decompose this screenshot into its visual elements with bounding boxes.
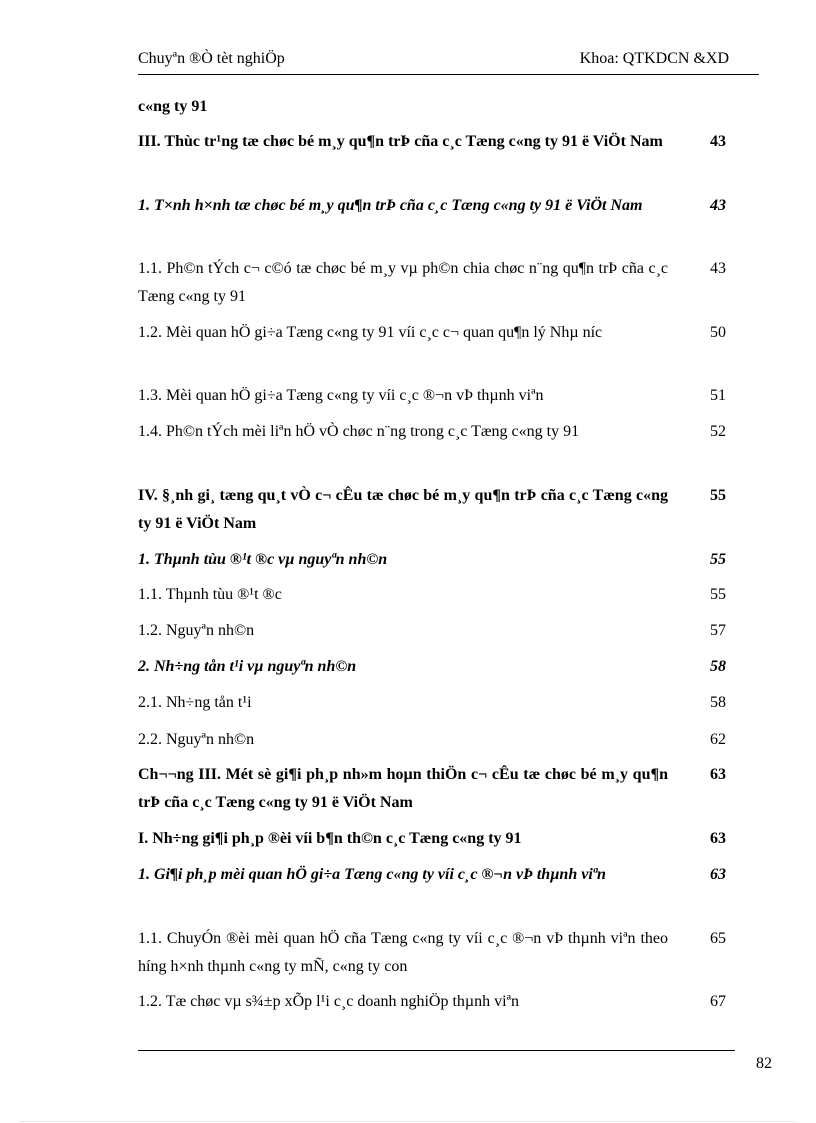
- toc-entry-page: 58: [710, 658, 726, 675]
- toc-entry-page: 58: [710, 694, 726, 711]
- toc-entry-text: 1.2. Tæ chøc vµ s¾±p xÕp l¹i c¸c doanh nghiÖp thµnh viªn: [138, 993, 519, 1010]
- toc-entry-text: 2.1. Nh÷ng tån t¹i: [138, 694, 252, 711]
- toc-entry-text: I. Nh÷ng gi¶i ph¸p ®èi víi b¶n th©n c¸c Tæng c«ng ty 91: [138, 830, 522, 847]
- toc-entry-text: 1. Thµnh tùu ®¹t ®c vµ nguyªn nh©n: [138, 551, 388, 568]
- toc-entry-text: 2.2. Nguyªn nh©n: [138, 731, 255, 748]
- toc-entry-text: 1. Gi¶i ph¸p mèi quan hÖ gi÷a Tæng c«ng ty víi c¸c ®¬n vÞ thµnh viªn: [138, 866, 606, 883]
- toc-entry-page: 55: [710, 487, 726, 504]
- toc-entry-page: 43: [710, 133, 726, 150]
- toc-entry-text: 1. T×nh h×nh tæ chøc bé m¸y qu¶n trÞ cña c¸c Tæng c«ng ty 91 ë ViÖt Nam: [138, 197, 643, 214]
- toc-entry-text: IV. §¸nh gi¸ tæng qu¸t vÒ c¬ cÊu tæ chøc bé m¸y qu¶n trÞ cña c¸c Tæng c«ng ty 91 ë ViÖt Nam: [138, 487, 668, 532]
- toc-entry-text: 1.1. Thµnh tùu ®¹t ®c: [138, 586, 282, 603]
- toc-entry-page: 52: [710, 423, 726, 440]
- toc-entry-text: 1.1. Ph©n tÝch c¬ c©ó tæ chøc bé m¸y vµ ph©n chia chøc n¨ng qu¶n trÞ cña c¸c Tæng c«ng ty 91: [138, 260, 668, 305]
- toc-entry-page: 50: [710, 324, 726, 341]
- toc-entry-text: III. Thùc tr¹ng tæ chøc bé m¸y qu¶n trÞ cña c¸c Tæng c«ng ty 91 ë ViÖt Nam: [138, 133, 663, 150]
- toc-entry-text: c«ng ty 91: [138, 98, 208, 115]
- toc-entry-text: 1.2. Nguyªn nh©n: [138, 622, 255, 639]
- toc-entry-page: 43: [710, 197, 726, 214]
- header-left-title: Chuyªn ®Ò tèt nghiÖp: [138, 50, 285, 67]
- toc-entry-text: 1.1. ChuyÓn ®èi mèi quan hÖ cña Tæng c«ng ty víi c¸c ®¬n vÞ thµnh viªn theo híng h×nh thµnh c«ng ty mÑ, c«ng ty con: [138, 930, 668, 975]
- toc-entry-page: 57: [710, 622, 726, 639]
- toc-entry-page: 63: [710, 830, 726, 847]
- toc-entry-page: 65: [710, 930, 726, 947]
- footer-rule: [138, 1050, 735, 1051]
- toc-entry-page: 67: [710, 993, 726, 1010]
- running-header: [138, 50, 759, 75]
- toc-entry-text: 2. Nh÷ng tån t¹i vµ nguyªn nh©n: [138, 658, 357, 675]
- toc-entry-page: 63: [710, 866, 726, 883]
- toc-entry-text: 1.2. Mèi quan hÖ gi÷a Tæng c«ng ty 91 víi c¸c c¬ quan qu¶n lý Nhµ níc: [138, 324, 603, 341]
- toc-entry-page: 63: [710, 766, 726, 783]
- header-right-faculty: Khoa: QTKDCN &XD: [579, 50, 729, 67]
- toc-entry-text: 1.4. Ph©n tÝch mèi liªn hÖ vÒ chøc n¨ng trong c¸c Tæng c«ng ty 91: [138, 423, 580, 440]
- toc-entry-page: 55: [710, 551, 726, 568]
- toc-entry-page: 43: [710, 260, 726, 277]
- toc-entry-page: 62: [710, 731, 726, 748]
- page-number: 82: [756, 1055, 772, 1072]
- toc-entry-text: 1.3. Mèi quan hÖ gi÷a Tæng c«ng ty víi c¸c ®¬n vÞ thµnh viªn: [138, 387, 544, 404]
- toc-entry-text: Ch¬¬ng III. Mét sè gi¶i ph¸p nh»m hoµn thiÖn c¬ cÊu tæ chøc bé m¸y qu¶n trÞ cña c¸c Tæng c«ng ty 91 ë ViÖt Nam: [138, 766, 668, 811]
- toc-entry-page: 51: [710, 387, 726, 404]
- toc-entry-page: 55: [710, 586, 726, 603]
- page-boundary-dotted-line: [20, 1121, 796, 1122]
